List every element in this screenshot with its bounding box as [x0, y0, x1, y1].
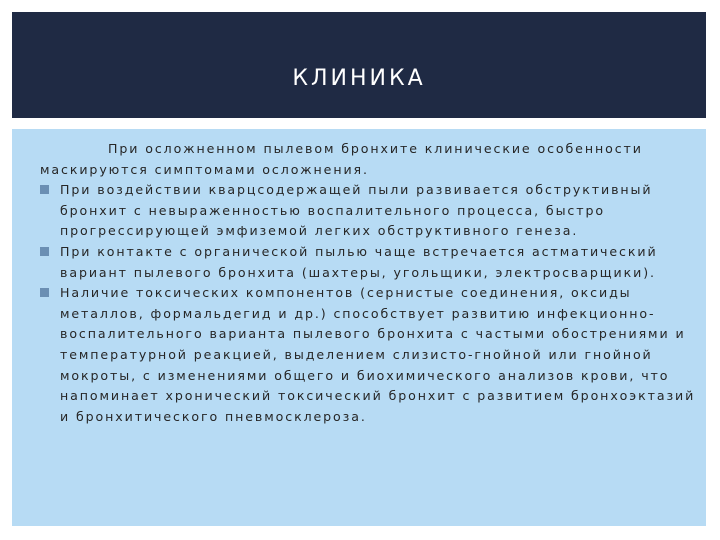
list-item-text: При контакте с органической пылью чаще встречается астматический вариант пылевого бронхита (шахтеры, угольщики, электросварщики). — [60, 243, 658, 280]
content-panel — [12, 129, 706, 526]
list-item-text: Наличие токсических компонентов (сернистые соединения, оксиды металлов, формальдегид и др.) способствует развитию инфекционно-воспалительного варианта пылевого бронхита с частыми обострениями и температурной реакцией, выделением слизисто-гнойной или гнойной мокроты, с изменениями общего и биохимического анализов крови, что напоминает хронический токсический бронхит с развитием бронхоэктазий и бронхитического пневмосклероза. — [60, 285, 696, 424]
square-bullet-icon — [40, 288, 49, 297]
list-item-text: При воздействии кварцсодержащей пыли развивается обструктивный бронхит с невыраженностью воспалительного процесса, быстро прогрессирующей эмфиземой легких обструктивного генеза. — [60, 182, 653, 239]
list-item — [40, 283, 700, 427]
list-item — [40, 180, 700, 242]
intro-paragraph: При осложненном пылевом бронхите клинические особенности маскируются симптомами осложнения. — [40, 141, 643, 177]
square-bullet-icon — [40, 247, 49, 256]
slide-title: КЛИНИКА — [292, 66, 426, 91]
list-item — [40, 242, 700, 283]
square-bullet-icon — [40, 185, 49, 194]
slide-body — [40, 139, 700, 427]
title-bar — [12, 12, 706, 118]
